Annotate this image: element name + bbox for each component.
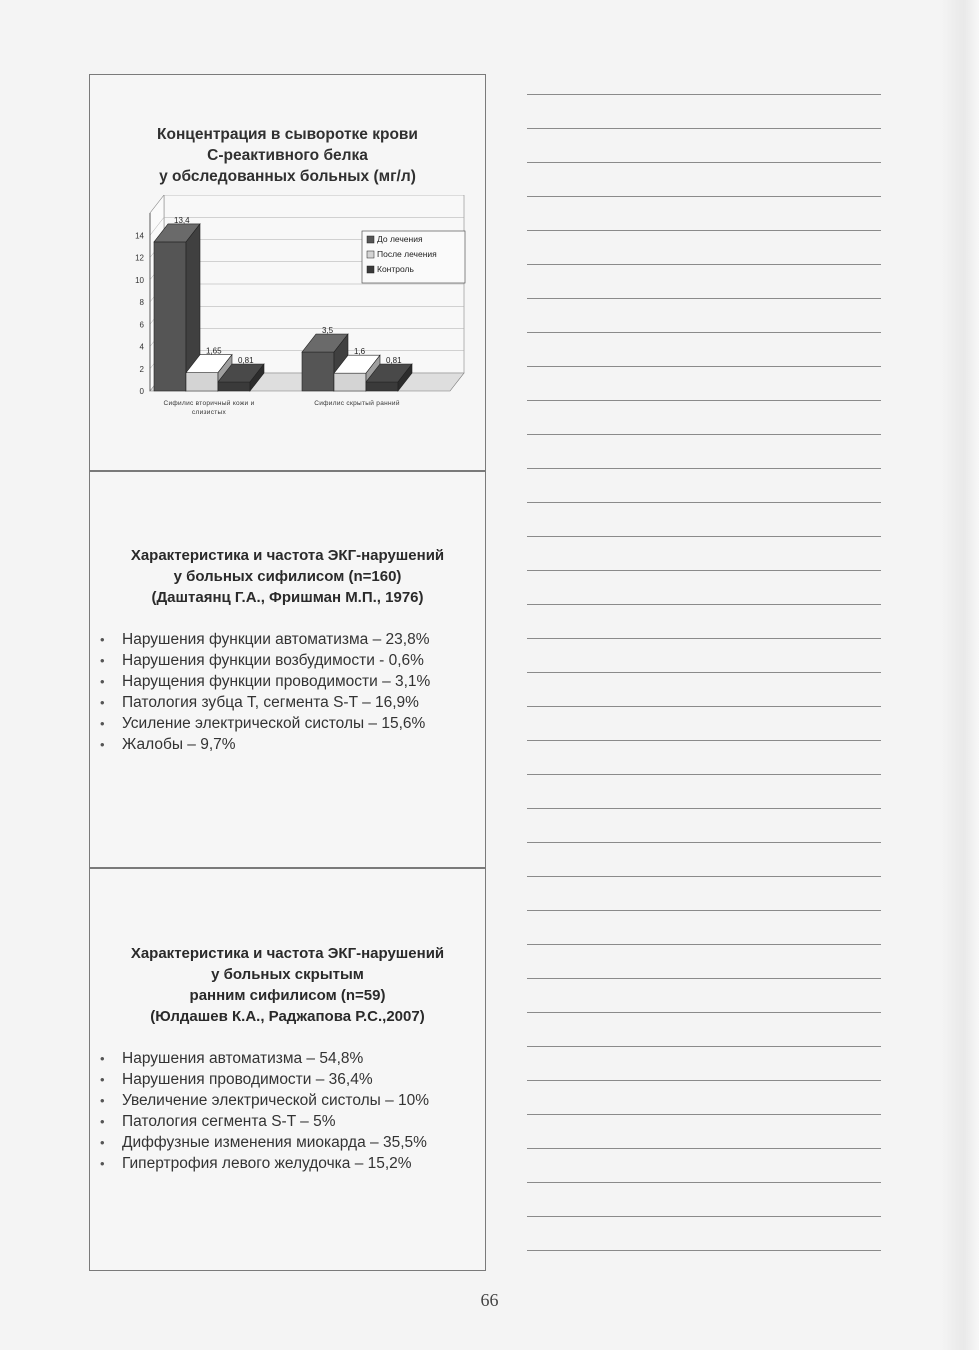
bar-value-label: 13,4 (174, 215, 190, 225)
slide-title-line: (Даштаянц Г.А., Фришман М.П., 1976) (151, 589, 424, 606)
note-line (527, 706, 881, 707)
bullet-item: • Усиление электрической систолы – 15,6% (100, 713, 476, 734)
bar-front (154, 242, 186, 391)
slide-title-line: (Юлдашев К.А., Раджапова Р.С.,2007) (150, 1008, 425, 1025)
y-tick-label: 12 (135, 253, 144, 263)
slide-ecg-2007 (89, 868, 486, 1271)
bullet-item: • Патология сегмента S-T – 5% (100, 1111, 476, 1132)
note-line (527, 638, 881, 639)
bar-front (186, 373, 218, 391)
note-line (527, 1182, 881, 1183)
note-line (527, 910, 881, 911)
y-tick-label: 8 (139, 298, 144, 307)
slide-title-line: Характеристика и частота ЭКГ-нарушений (130, 547, 445, 564)
bullet-item: • Патология зубца Т, сегмента S-T – 16,9% (100, 692, 476, 713)
bullet-list (100, 1048, 476, 1174)
slide-title-line: у больных скрытым (211, 966, 364, 983)
page-edge-shadow (941, 0, 979, 1350)
bar-front (334, 373, 366, 391)
note-line (527, 774, 881, 775)
note-line (527, 400, 881, 401)
note-line (527, 298, 881, 299)
slide-ecg-1976 (89, 471, 486, 868)
bar-value-label: 1,6 (354, 347, 366, 357)
x-category-label: Сифилис вторичный кожи и слизистых (163, 400, 255, 416)
bullet-item: • Нарушения функции автоматизма – 23,8% (100, 629, 476, 650)
slide-title-line: Характеристика и частота ЭКГ-нарушений (130, 945, 445, 962)
bullet-item: • Диффузные изменения миокарда – 35,5% (100, 1132, 476, 1153)
y-tick-label: 4 (139, 342, 144, 352)
legend-swatch (367, 266, 374, 273)
chart-title-line: у обследованных больных (мг/л) (159, 168, 416, 185)
note-line (527, 978, 881, 979)
note-line (527, 128, 881, 129)
bullet-item: • Нарушения проводимости – 36,4% (100, 1069, 476, 1090)
crp-bar-chart (90, 195, 485, 435)
chart-title-line: Концентрация в сыворотке крови (157, 126, 418, 143)
note-line (527, 366, 881, 367)
slide-chart (89, 74, 486, 471)
chart-title (90, 124, 485, 187)
x-category-label: Сифилис скрытый ранний (314, 400, 400, 407)
bullet-item: • Гипертрофия левого желудочка – 15,2% (100, 1153, 476, 1174)
bar-front (366, 382, 398, 391)
slide-title-line: у больных сифилисом (n=160) (173, 568, 402, 585)
note-line (527, 162, 881, 163)
note-line (527, 740, 881, 741)
bar-value-label: 0,81 (238, 355, 254, 365)
note-line (527, 1114, 881, 1115)
note-line (527, 1046, 881, 1047)
note-line (527, 332, 881, 333)
bullet-item: • Нарушения автоматизма – 54,8% (100, 1048, 476, 1069)
slide-title (90, 943, 485, 1027)
y-tick-label: 14 (135, 231, 144, 241)
legend-swatch (367, 236, 374, 243)
note-line (527, 434, 881, 435)
note-line (527, 944, 881, 945)
bar-front (302, 352, 334, 391)
bullet-item: • Нарущения функции проводимости – 3,1% (100, 671, 476, 692)
legend-label: Контроль (377, 264, 414, 274)
note-line (527, 468, 881, 469)
bullet-list (100, 629, 476, 755)
note-line (527, 94, 881, 95)
legend-label: После лечения (377, 249, 437, 259)
legend-swatch (367, 251, 374, 258)
slide-title-line: ранним сифилисом (n=59) (189, 987, 386, 1004)
note-line (527, 264, 881, 265)
notes-lines (527, 94, 881, 1284)
note-line (527, 196, 881, 197)
page-number: 66 (480, 1290, 499, 1310)
bar-value-label: 1,65 (206, 346, 222, 356)
note-line (527, 1148, 881, 1149)
bar-value-label: 0,81 (386, 355, 402, 365)
slide-title (90, 545, 485, 608)
note-line (527, 536, 881, 537)
y-tick-label: 0 (139, 387, 144, 396)
y-tick-label: 10 (135, 275, 144, 285)
legend-label: До лечения (377, 234, 423, 244)
note-line (527, 1250, 881, 1251)
note-line (527, 842, 881, 843)
note-line (527, 1012, 881, 1013)
note-line (527, 672, 881, 673)
bar-front (218, 382, 250, 391)
note-line (527, 570, 881, 571)
note-line (527, 502, 881, 503)
note-line (527, 1216, 881, 1217)
chart-title-line: С-реактивного белка (207, 147, 368, 164)
note-line (527, 876, 881, 877)
bullet-item: • Жалобы – 9,7% (100, 734, 476, 755)
bar-value-label: 3,5 (322, 326, 334, 336)
note-line (527, 1080, 881, 1081)
note-line (527, 604, 881, 605)
note-line (527, 230, 881, 231)
bullet-item: • Нарушения функции возбудимости - 0,6% (100, 650, 476, 671)
note-line (527, 808, 881, 809)
y-tick-label: 2 (139, 364, 144, 374)
bullet-item: • Увеличение электрической систолы – 10% (100, 1090, 476, 1111)
y-tick-label: 6 (139, 320, 144, 330)
